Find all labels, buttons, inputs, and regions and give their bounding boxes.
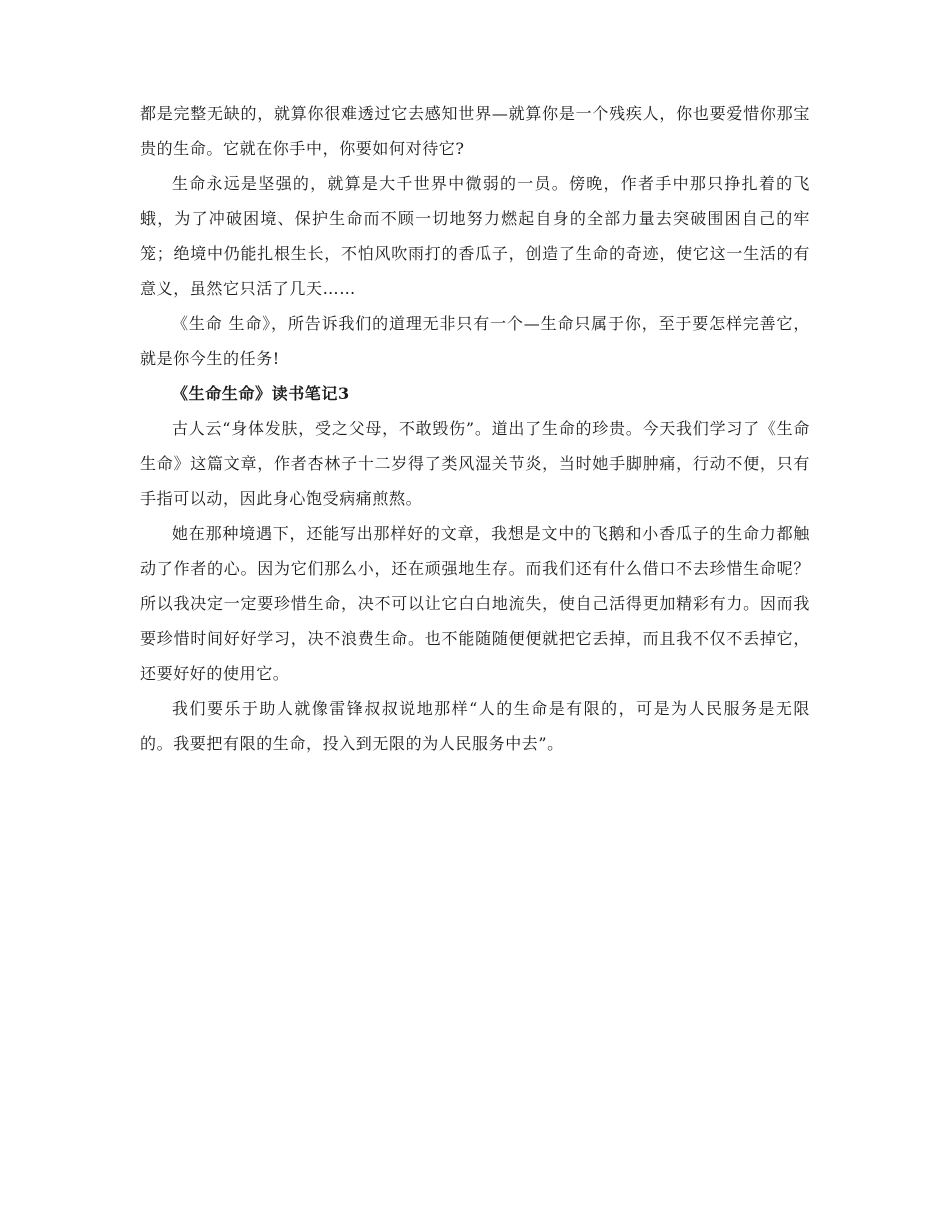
paragraph-4: 古人云“身体发肤，受之父母，不敢毁伤”。道出了生命的珍贵。今天我们学习了《生命生命》这篇文章，作者杏林子十二岁得了类风湿关节炎，当时她手脚肿痛，行动不便，只有手指可以动，因此身心饱受病痛煎熬。	[140, 419, 810, 508]
section-heading: 《生命生命》读书笔记3	[172, 384, 350, 403]
paragraph-3: 《生命 生命》，所告诉我们的道理无非只有一个—生命只属于你，至于要怎样完善它，就是你今生的任务!	[140, 314, 810, 368]
paragraph-5: 她在那种境遇下，还能写出那样好的文章，我想是文中的飞鹅和小香瓜子的生命力都触动了作者的心。因为它们那么小，还在顽强地生存。而我们还有什么借口不去珍惜生命呢？所以我决定一定要珍惜生命，决不可以让它白白地流失，使自己活得更加精彩有力。因而我要珍惜时间好好学习，决不浪费生命。也不能随随便便就把它丢掉，而且我不仅不丢掉它，还要好好的使用它。	[140, 524, 810, 683]
paragraph-2: 生命永远是坚强的，就算是大千世界中微弱的一员。傍晚，作者手中那只挣扎着的飞蛾，为了冲破困境、保护生命而不顾一切地努力燃起自身的全部力量去突破围困自己的牢笼；绝境中仍能扎根生长，不怕风吹雨打的香瓜子，创造了生命的奇迹，使它这一生活的有意义，虽然它只活了几天……	[140, 174, 810, 298]
paragraph-1: 都是完整无缺的，就算你很难透过它去感知世界—就算你是一个残疾人，你也要爱惜你那宝贵的生命。它就在你手中，你要如何对待它?	[140, 104, 810, 158]
paragraph-6: 我们要乐于助人就像雷锋叔叔说地那样“人的生命是有限的，可是为人民服务是无限的。我要把有限的生命，投入到无限的为人民服务中去”。	[140, 699, 810, 753]
